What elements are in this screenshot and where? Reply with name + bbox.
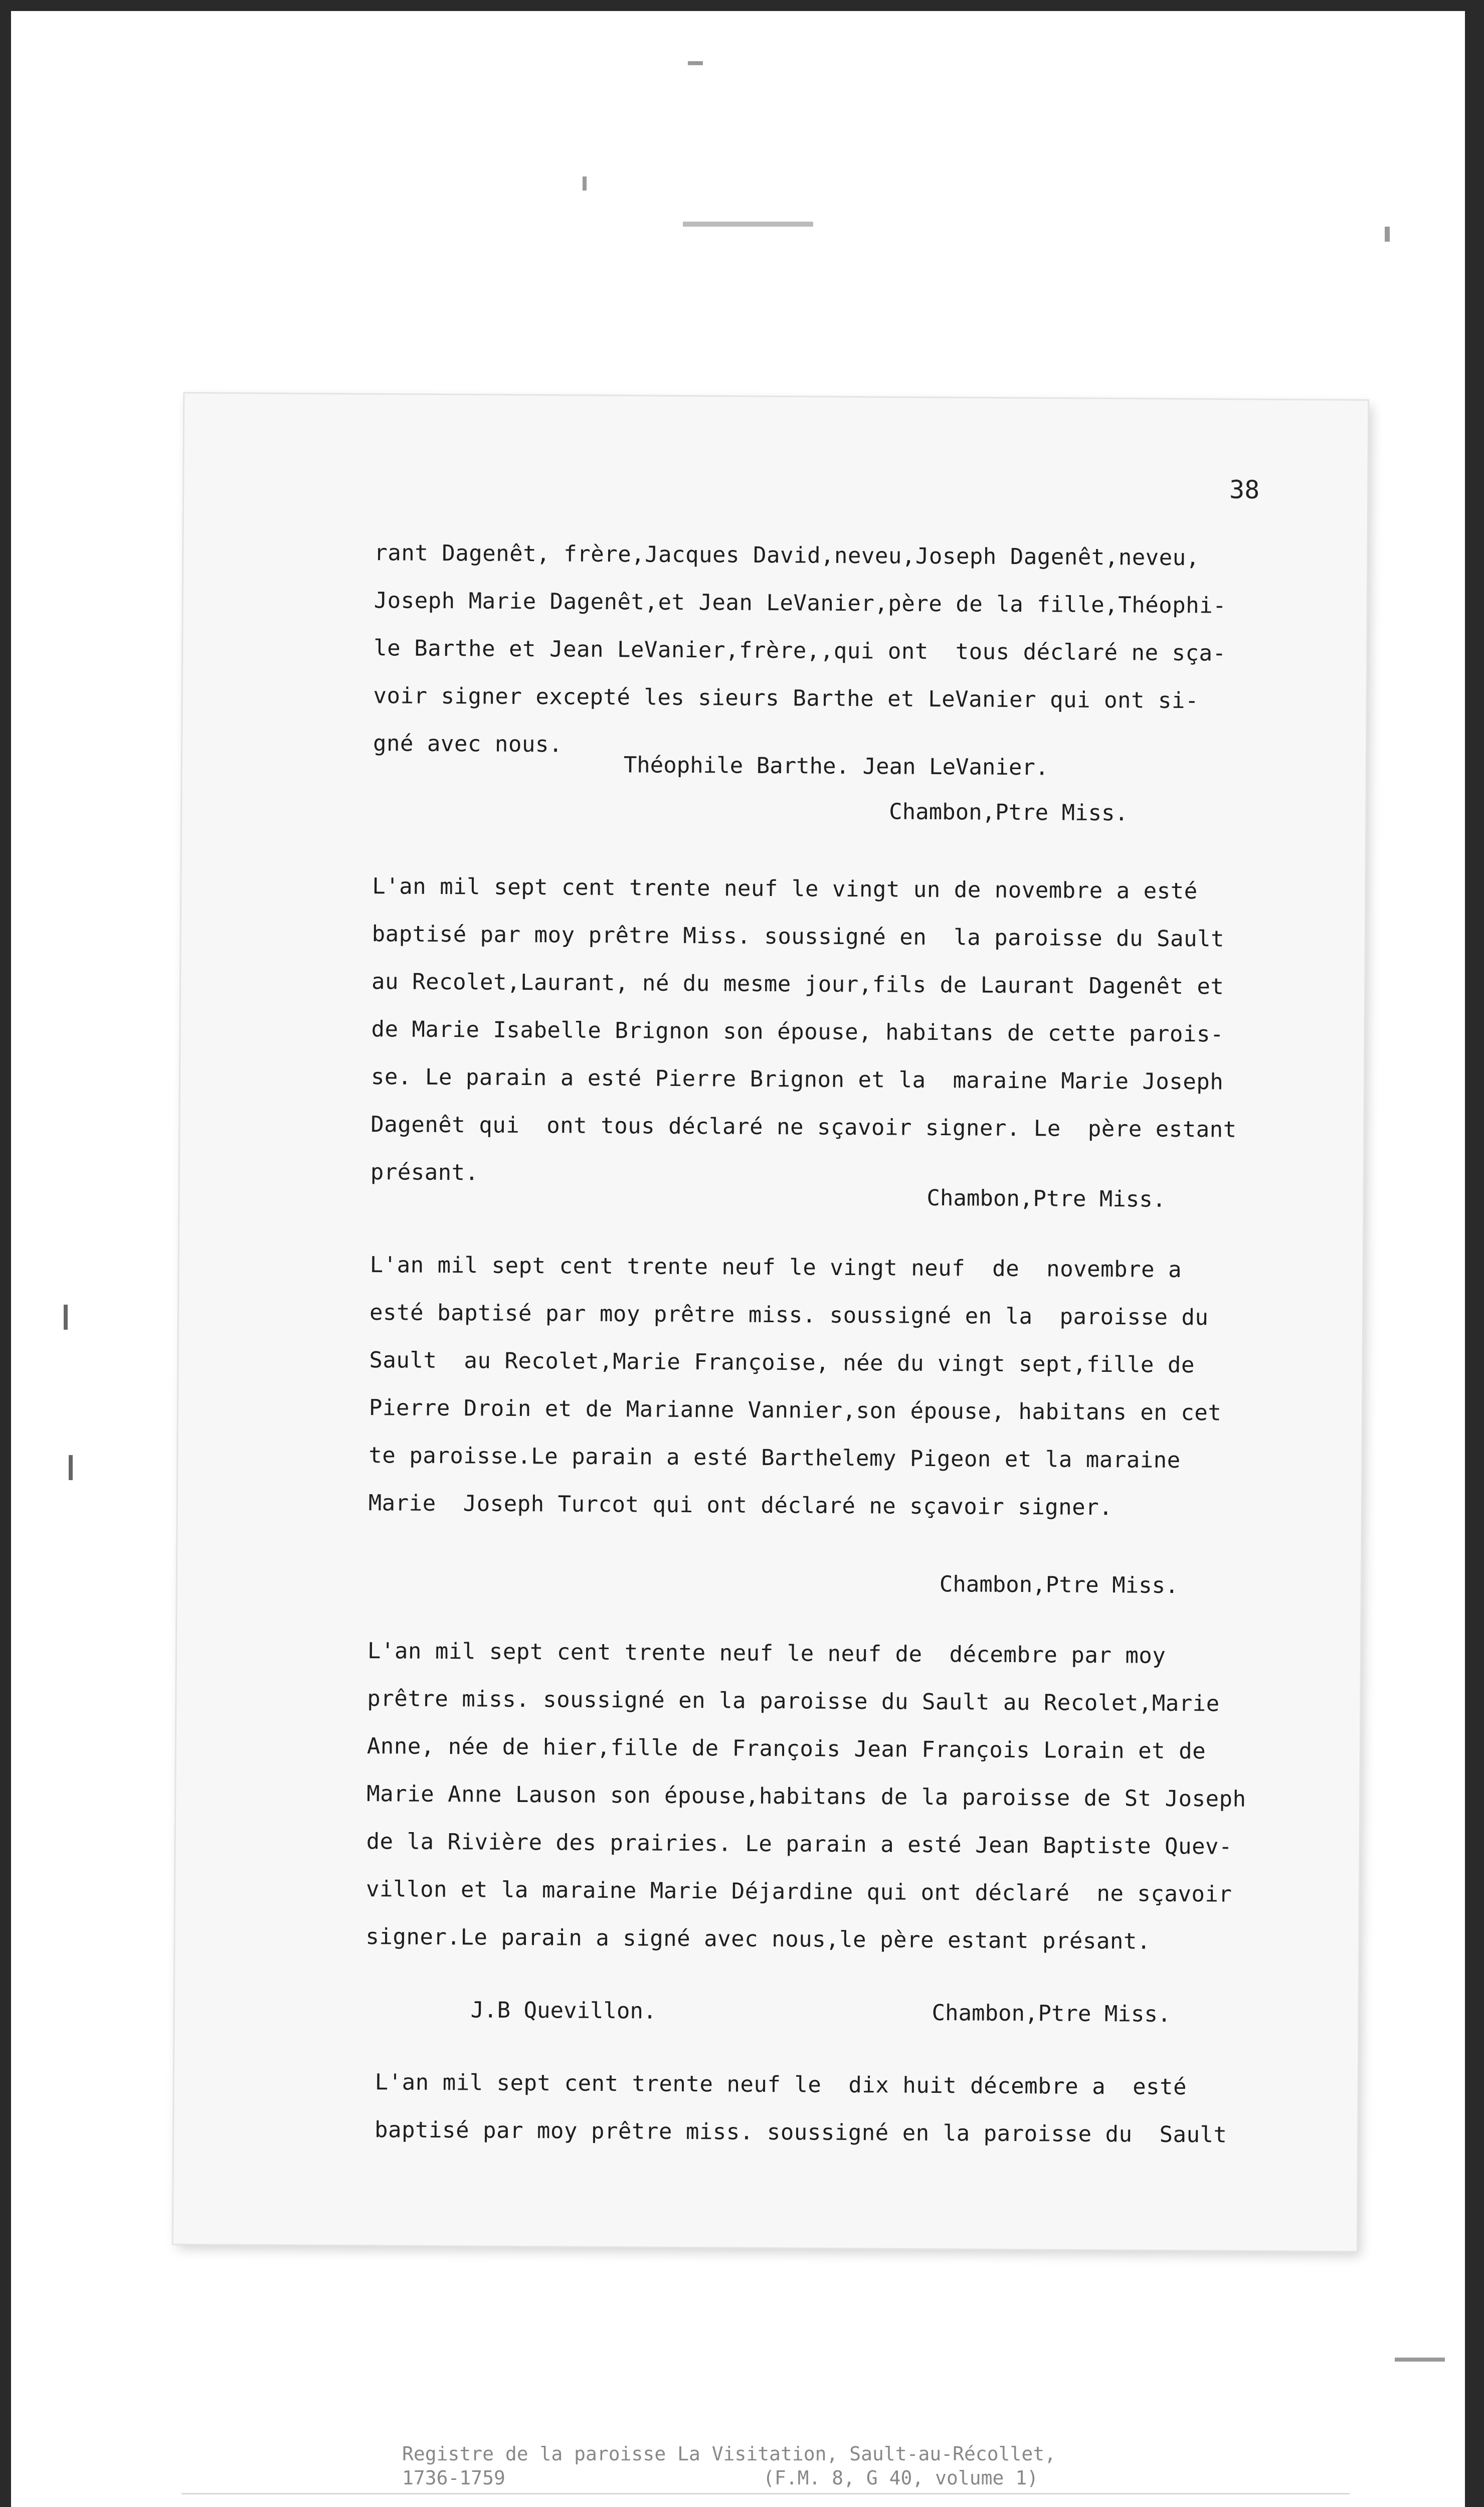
register-line: Sault au Recolet,Marie Françoise, née du vingt sept,fille de	[369, 1347, 1195, 1378]
signature-chambon: Chambon,Ptre Miss.	[889, 799, 1129, 826]
register-line: de la Rivière des prairies. Le parain a esté Jean Baptiste Quev-	[366, 1829, 1233, 1860]
scan-speck	[1395, 2358, 1445, 2362]
register-line: Anne, née de hier,fille de François Jean François Lorain et de	[366, 1733, 1206, 1764]
scan-speck	[683, 222, 813, 227]
register-line: esté baptisé par moy prêtre miss. soussigné en la paroisse du	[369, 1300, 1209, 1331]
register-line: Marie Joseph Turcot qui ont déclaré ne sçavoir signer.	[368, 1490, 1113, 1521]
signature-chambon: Chambon,Ptre Miss.	[926, 1185, 1166, 1212]
scan-background	[11, 11, 1465, 2507]
register-page	[173, 394, 1368, 2251]
register-line: au Recolet,Laurant, né du mesme jour,fils de Laurant Dagenêt et	[371, 969, 1224, 1000]
caption-line: 1736-1759	[402, 2467, 505, 2489]
register-line: se. Le parain a esté Pierre Brignon et la maraine Marie Joseph	[370, 1064, 1224, 1095]
caption-line: Registre de la paroisse La Visitation, Sault-au-Récollet,	[402, 2443, 1056, 2465]
register-line: L'an mil sept cent trente neuf le dix huit décembre a esté	[375, 2069, 1187, 2100]
signature-chambon: Chambon,Ptre Miss.	[932, 2000, 1171, 2027]
register-line: prêtre miss. soussigné en la paroisse du Sault au Recolet,Marie	[367, 1686, 1220, 1717]
register-line: Pierre Droin et de Marianne Vannier,son épouse, habitans en cet	[368, 1395, 1222, 1426]
register-line: Dagenêt qui ont tous déclaré ne sçavoir signer. Le père estant	[370, 1112, 1237, 1143]
scan-speck	[64, 1305, 68, 1330]
archives-banner	[181, 2493, 1350, 2507]
register-line: Marie Anne Lauson son épouse,habitans de la paroisse de St Joseph	[366, 1781, 1246, 1812]
register-line: présant.	[370, 1159, 479, 1186]
register-line: baptisé par moy prêtre Miss. soussigné en la paroisse du Sault	[372, 921, 1225, 952]
register-line: te paroisse.Le parain a esté Barthelemy Pigeon et la maraine	[368, 1443, 1181, 1473]
page-number: 38	[1229, 475, 1260, 504]
register-line: de Marie Isabelle Brignon son épouse, habitans de cette parois-	[371, 1016, 1224, 1047]
register-line: L'an mil sept cent trente neuf le neuf de décembre par moy	[367, 1638, 1166, 1669]
signature-quevillon: J.B Quevillon.	[470, 1997, 657, 2024]
register-line: villon et la maraine Marie Déjardine qui ont déclaré ne sçavoir	[365, 1876, 1232, 1907]
register-line: Joseph Marie Dagenêt,et Jean LeVanier,père de la fille,Théophi-	[374, 588, 1227, 619]
scan-speck	[688, 61, 703, 65]
signature-chambon: Chambon,Ptre Miss.	[939, 1571, 1179, 1598]
scan-speck	[583, 176, 587, 191]
register-line: voir signer excepté les sieurs Barthe et LeVanier qui ont si-	[373, 683, 1199, 714]
register-line: le Barthe et Jean LeVanier,frère,,qui ont tous déclaré ne sça-	[374, 635, 1226, 666]
register-line: baptisé par moy prêtre miss. soussigné en la paroisse du Sault	[374, 2117, 1227, 2148]
caption-line: (F.M. 8, G 40, volume 1)	[763, 2467, 1039, 2489]
register-line: signer.Le parain a signé avec nous,le père estant présant.	[365, 1924, 1151, 1954]
scan-speck	[69, 1455, 73, 1480]
signature-barthe-levanier: Théophile Barthe. Jean LeVanier.	[623, 752, 1049, 781]
register-line: L'an mil sept cent trente neuf le vingt un de novembre a esté	[372, 873, 1198, 905]
scan-speck	[1385, 227, 1390, 242]
register-line: L'an mil sept cent trente neuf le vingt neuf de novembre a	[369, 1252, 1182, 1283]
register-line: rant Dagenêt, frère,Jacques David,neveu,Joseph Dagenêt,neveu,	[374, 540, 1200, 571]
register-line: gné avec nous.	[373, 731, 563, 758]
